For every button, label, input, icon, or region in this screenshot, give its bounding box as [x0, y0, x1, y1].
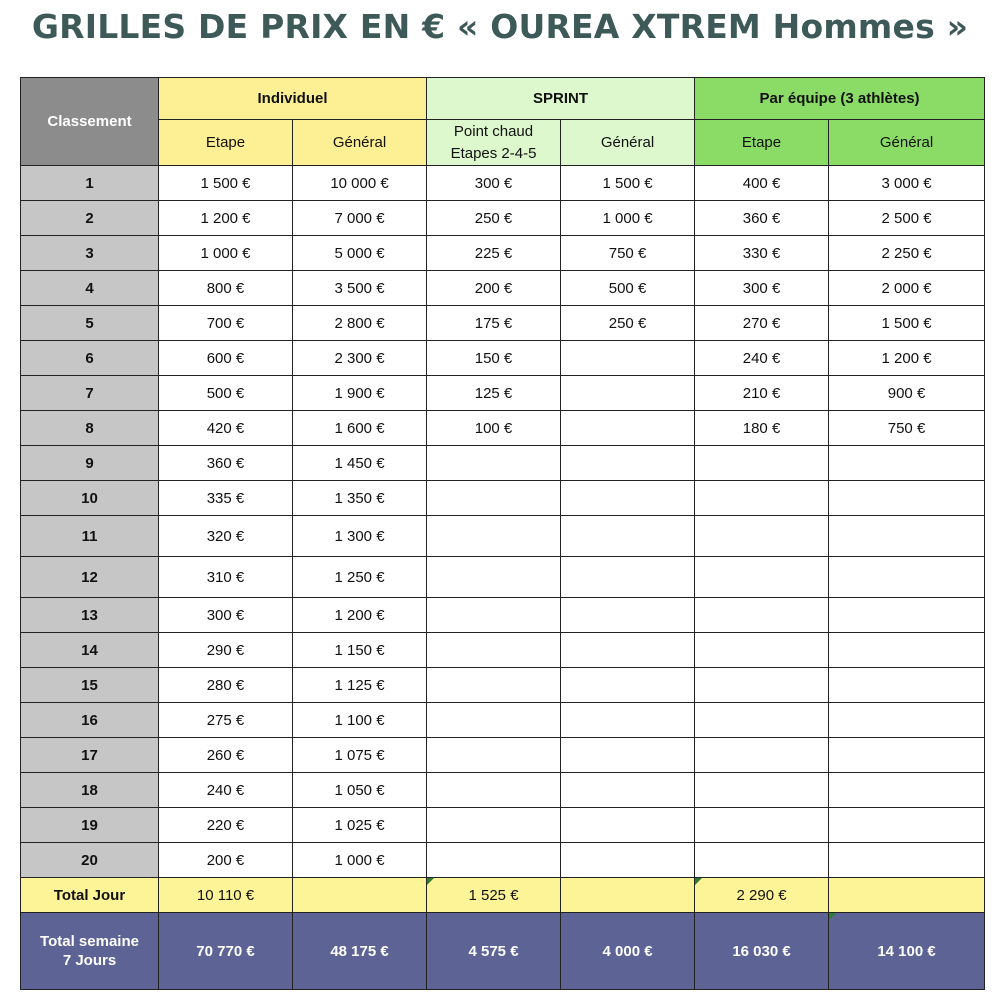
prize-cell-ind-etape: 300 € [159, 598, 293, 633]
prize-cell-eq-etape [695, 703, 829, 738]
prize-cell-ind-general: 3 500 € [293, 271, 427, 306]
header-individuel: Individuel [159, 78, 427, 120]
table-row [21, 376, 985, 411]
prize-cell-ind-etape: 700 € [159, 306, 293, 341]
prize-cell-spr-point: 225 € [427, 236, 561, 271]
prize-cell-eq-general: 2 250 € [829, 236, 985, 271]
table-row [21, 446, 985, 481]
prize-cell-spr-general [561, 376, 695, 411]
prize-cell-eq-etape: 180 € [695, 411, 829, 446]
prize-cell-ind-etape: 310 € [159, 557, 293, 598]
prize-cell-eq-general [829, 843, 985, 878]
prize-cell-spr-general: 1 000 € [561, 201, 695, 236]
total-semaine-label-line2: 7 Jours [62, 952, 117, 969]
total-semaine-eq-etape: 16 030 € [695, 913, 829, 990]
prize-cell-spr-point: 250 € [427, 201, 561, 236]
prize-cell-ind-general: 1 350 € [293, 481, 427, 516]
prize-cell-eq-general: 900 € [829, 376, 985, 411]
prize-cell-eq-general: 1 500 € [829, 306, 985, 341]
prize-cell-spr-point: 100 € [427, 411, 561, 446]
prize-cell-ind-general: 1 450 € [293, 446, 427, 481]
rank-cell: 15 [21, 668, 159, 703]
prize-cell-ind-general: 2 800 € [293, 306, 427, 341]
prize-cell-ind-etape: 420 € [159, 411, 293, 446]
rank-cell: 4 [21, 271, 159, 306]
prize-cell-ind-general: 1 300 € [293, 516, 427, 557]
prize-cell-eq-etape: 360 € [695, 201, 829, 236]
prize-cell-eq-general [829, 738, 985, 773]
prize-cell-ind-etape: 335 € [159, 481, 293, 516]
header-ind-general: Général [293, 120, 427, 166]
header-row-groups [21, 78, 985, 120]
prize-cell-eq-general [829, 773, 985, 808]
table-row [21, 236, 985, 271]
page-title: GRILLES DE PRIX EN € « OUREA XTREM Hommes » [31, 7, 969, 46]
prize-cell-eq-etape [695, 738, 829, 773]
header-spr-point-line1: Point chaud [453, 122, 534, 140]
prize-cell-spr-general: 250 € [561, 306, 695, 341]
total-jour-ind-general [293, 878, 427, 913]
prize-cell-spr-general [561, 843, 695, 878]
table-row [21, 271, 985, 306]
prize-cell-spr-general [561, 516, 695, 557]
rank-cell: 12 [21, 557, 159, 598]
prize-cell-spr-point [427, 808, 561, 843]
prize-cell-eq-general: 750 € [829, 411, 985, 446]
total-jour-spr-point: 1 525 € [427, 878, 561, 913]
prize-cell-ind-general: 1 000 € [293, 843, 427, 878]
total-semaine-row [21, 913, 985, 990]
total-semaine-spr-general: 4 000 € [561, 913, 695, 990]
prize-cell-ind-general: 1 250 € [293, 557, 427, 598]
prize-cell-spr-point: 300 € [427, 166, 561, 201]
prize-cell-eq-etape [695, 516, 829, 557]
prize-cell-ind-etape: 360 € [159, 446, 293, 481]
prize-cell-eq-general [829, 481, 985, 516]
prize-cell-eq-etape: 300 € [695, 271, 829, 306]
prize-cell-eq-etape [695, 446, 829, 481]
prize-cell-ind-etape: 500 € [159, 376, 293, 411]
prize-cell-ind-general: 1 025 € [293, 808, 427, 843]
prize-cell-spr-point [427, 481, 561, 516]
prize-cell-ind-general: 1 600 € [293, 411, 427, 446]
rank-cell: 18 [21, 773, 159, 808]
prize-cell-eq-etape: 210 € [695, 376, 829, 411]
table-row [21, 773, 985, 808]
prize-cell-spr-general [561, 738, 695, 773]
prize-cell-eq-etape [695, 633, 829, 668]
prize-cell-spr-point: 150 € [427, 341, 561, 376]
prize-cell-spr-point: 125 € [427, 376, 561, 411]
prize-cell-ind-etape: 200 € [159, 843, 293, 878]
prize-cell-spr-point: 175 € [427, 306, 561, 341]
rank-cell: 2 [21, 201, 159, 236]
prize-cell-eq-general [829, 557, 985, 598]
rank-cell: 5 [21, 306, 159, 341]
table-row [21, 341, 985, 376]
rank-cell: 13 [21, 598, 159, 633]
prize-cell-spr-point [427, 598, 561, 633]
total-jour-eq-general [829, 878, 985, 913]
prize-cell-eq-general [829, 598, 985, 633]
prize-cell-ind-general: 1 125 € [293, 668, 427, 703]
total-jour-ind-etape: 10 110 € [159, 878, 293, 913]
prize-cell-spr-point [427, 633, 561, 668]
rank-cell: 10 [21, 481, 159, 516]
prize-cell-spr-general [561, 341, 695, 376]
prize-cell-eq-etape: 400 € [695, 166, 829, 201]
prize-cell-eq-general [829, 808, 985, 843]
table-row [21, 738, 985, 773]
prize-cell-ind-general: 7 000 € [293, 201, 427, 236]
table-row [21, 516, 985, 557]
prize-cell-eq-etape [695, 598, 829, 633]
prize-cell-eq-etape [695, 808, 829, 843]
prize-cell-ind-etape: 320 € [159, 516, 293, 557]
prize-cell-ind-etape: 1 500 € [159, 166, 293, 201]
prize-cell-ind-general: 1 075 € [293, 738, 427, 773]
prize-cell-eq-etape [695, 843, 829, 878]
table-row [21, 703, 985, 738]
table-row [21, 633, 985, 668]
prize-cell-ind-general: 1 200 € [293, 598, 427, 633]
prize-cell-ind-general: 5 000 € [293, 236, 427, 271]
prize-cell-spr-general [561, 446, 695, 481]
rank-cell: 14 [21, 633, 159, 668]
prize-cell-eq-general: 2 500 € [829, 201, 985, 236]
prize-cell-ind-etape: 220 € [159, 808, 293, 843]
prize-cell-spr-point [427, 843, 561, 878]
rank-cell: 19 [21, 808, 159, 843]
prize-cell-spr-general [561, 481, 695, 516]
prize-cell-eq-etape [695, 668, 829, 703]
prize-cell-ind-etape: 260 € [159, 738, 293, 773]
table-row [21, 411, 985, 446]
total-semaine-label [21, 913, 159, 990]
prize-cell-eq-general [829, 516, 985, 557]
prize-cell-spr-general: 750 € [561, 236, 695, 271]
header-eq-general: Général [829, 120, 985, 166]
prize-cell-ind-etape: 290 € [159, 633, 293, 668]
table-row [21, 843, 985, 878]
prize-cell-ind-general: 1 050 € [293, 773, 427, 808]
header-spr-point-chaud [427, 120, 561, 166]
header-eq-etape: Etape [695, 120, 829, 166]
prize-cell-spr-general [561, 557, 695, 598]
rank-cell: 17 [21, 738, 159, 773]
header-spr-general: Général [561, 120, 695, 166]
prize-cell-eq-etape [695, 481, 829, 516]
prize-cell-eq-etape: 270 € [695, 306, 829, 341]
total-jour-spr-general [561, 878, 695, 913]
table-row [21, 166, 985, 201]
prize-cell-spr-point [427, 668, 561, 703]
rank-cell: 16 [21, 703, 159, 738]
prize-cell-spr-point [427, 738, 561, 773]
rank-cell: 11 [21, 516, 159, 557]
table-row [21, 481, 985, 516]
prize-cell-ind-etape: 280 € [159, 668, 293, 703]
rank-cell: 1 [21, 166, 159, 201]
prize-cell-spr-general [561, 598, 695, 633]
prize-cell-spr-general [561, 703, 695, 738]
prize-cell-ind-general: 1 100 € [293, 703, 427, 738]
header-row-subcolumns [21, 120, 985, 166]
prize-cell-eq-general: 2 000 € [829, 271, 985, 306]
header-ind-etape: Etape [159, 120, 293, 166]
prize-cell-eq-etape [695, 773, 829, 808]
total-semaine-spr-point: 4 575 € [427, 913, 561, 990]
rank-cell: 7 [21, 376, 159, 411]
prize-cell-spr-point [427, 516, 561, 557]
rank-cell: 9 [21, 446, 159, 481]
prize-cell-spr-general [561, 808, 695, 843]
table-row [21, 598, 985, 633]
prize-grid-table [20, 77, 985, 990]
rank-cell: 20 [21, 843, 159, 878]
prize-cell-eq-etape: 240 € [695, 341, 829, 376]
rank-cell: 3 [21, 236, 159, 271]
prize-cell-ind-etape: 800 € [159, 271, 293, 306]
prize-cell-spr-general [561, 668, 695, 703]
prize-cell-ind-etape: 1 000 € [159, 236, 293, 271]
prize-cell-spr-point [427, 557, 561, 598]
prize-cell-ind-etape: 240 € [159, 773, 293, 808]
prize-cell-spr-general [561, 633, 695, 668]
prize-cell-ind-etape: 1 200 € [159, 201, 293, 236]
header-sprint: SPRINT [427, 78, 695, 120]
prize-cell-eq-general [829, 703, 985, 738]
prize-cell-spr-general: 500 € [561, 271, 695, 306]
total-jour-row [21, 878, 985, 913]
prize-cell-spr-point [427, 703, 561, 738]
header-classement: Classement [21, 78, 159, 166]
prize-cell-eq-general [829, 446, 985, 481]
prize-cell-ind-general: 2 300 € [293, 341, 427, 376]
prize-cell-spr-general: 1 500 € [561, 166, 695, 201]
prize-cell-spr-general [561, 411, 695, 446]
prize-cell-eq-general [829, 668, 985, 703]
table-row [21, 668, 985, 703]
table-row [21, 808, 985, 843]
prize-cell-ind-general: 10 000 € [293, 166, 427, 201]
prize-cell-spr-general [561, 773, 695, 808]
table-row [21, 201, 985, 236]
prize-cell-ind-etape: 600 € [159, 341, 293, 376]
rank-cell: 6 [21, 341, 159, 376]
table-row [21, 306, 985, 341]
total-jour-label: Total Jour [21, 878, 159, 913]
prize-cell-eq-etape: 330 € [695, 236, 829, 271]
prize-cell-ind-etape: 275 € [159, 703, 293, 738]
prize-cell-eq-general: 3 000 € [829, 166, 985, 201]
header-spr-point-line2: Etapes 2-4-5 [450, 144, 537, 162]
total-jour-eq-etape: 2 290 € [695, 878, 829, 913]
total-semaine-label-line1: Total semaine [40, 933, 139, 950]
total-semaine-eq-general: 14 100 € [829, 913, 985, 990]
table-row [21, 557, 985, 598]
total-semaine-ind-etape: 70 770 € [159, 913, 293, 990]
rank-cell: 8 [21, 411, 159, 446]
prize-cell-eq-general [829, 633, 985, 668]
header-equipe: Par équipe (3 athlètes) [695, 78, 985, 120]
prize-cell-spr-point: 200 € [427, 271, 561, 306]
prize-cell-spr-point [427, 773, 561, 808]
total-semaine-ind-general: 48 175 € [293, 913, 427, 990]
prize-cell-ind-general: 1 150 € [293, 633, 427, 668]
prize-cell-eq-etape [695, 557, 829, 598]
prize-cell-ind-general: 1 900 € [293, 376, 427, 411]
prize-cell-spr-point [427, 446, 561, 481]
prize-cell-eq-general: 1 200 € [829, 341, 985, 376]
